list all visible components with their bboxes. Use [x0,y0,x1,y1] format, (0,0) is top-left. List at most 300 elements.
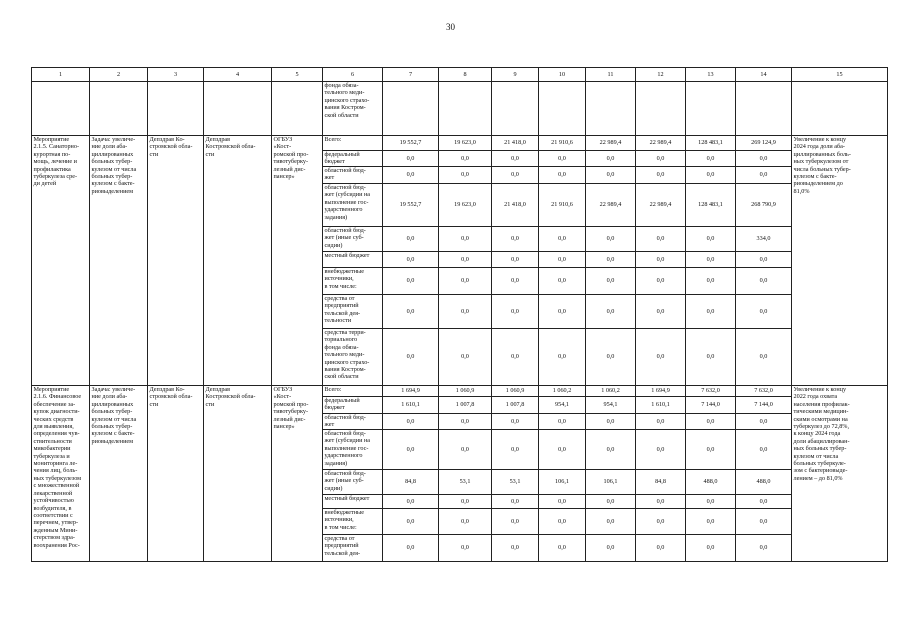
funding-source [323,397,383,414]
value-cell: 0,0 [383,430,439,470]
col-header: 3 [148,68,204,82]
executor-line: Депздрав Ко- [149,136,185,143]
participant-line: «Кост- [273,143,292,151]
empty-cell [32,82,90,136]
col-header: 11 [586,68,636,82]
value-cell: 0,0 [636,167,686,184]
continuation-row [32,82,888,136]
value-cell: 0,0 [686,414,736,430]
value-cell: 954,1 [539,397,586,414]
value-cell: 0,0 [586,495,636,509]
funding-source-line: цинского страхо- [324,358,370,366]
value-cell: 53,1 [439,470,492,495]
participant-line: «Кост- [273,393,292,401]
participant-line: тивотуберку- [273,408,309,416]
measure-name-line: туберкулеза сре- [33,173,78,181]
value-cell: 0,0 [636,495,686,509]
measure-name-line: микобактерии [33,445,71,453]
value-cell: 22 989,4 [586,136,636,151]
value-cell: 0,0 [492,509,539,535]
value-cell: 0,0 [736,495,792,509]
value-cell: 19 623,0 [439,184,492,227]
value-cell: 0,0 [439,430,492,470]
funding-source-line: средства от [324,295,355,302]
funding-source [323,495,383,509]
task-text-line: ние доли аба- [91,143,128,151]
value-cell: 0,0 [492,151,539,167]
measure-name-line: жденным Мини- [33,526,78,534]
value-cell: 0,0 [492,167,539,184]
expected-result-line: тическими медицин- [793,408,849,416]
funding-source-line: фонда обяза- [324,343,359,351]
value-cell: 0,0 [636,268,686,295]
value-cell: 0,0 [736,167,792,184]
value-cell: 0,0 [636,430,686,470]
funding-source [323,252,383,268]
col-header: 5 [272,68,323,82]
funding-source-line: тельской дея- [324,549,361,557]
value-cell: 22 989,4 [586,184,636,227]
task-text-line: риовыделением [91,187,134,195]
funding-source-line: вания Костром- [324,104,366,112]
measure-name-line: ди детей [33,180,57,188]
value-cell: 0,0 [383,509,439,535]
expected-result-line: скими осмотрами на [793,415,848,423]
funding-source-line: жет (субсидии на [324,437,371,445]
expected-result-line: населения профилак- [793,400,850,408]
value-cell: 0,0 [439,509,492,535]
value-cell: 21 418,0 [492,136,539,151]
executor [148,136,204,386]
value-cell: 128 483,1 [686,136,736,151]
value-cell: 0,0 [539,430,586,470]
value-cell: 1 060,2 [539,386,586,397]
value-cell: 0,0 [492,268,539,295]
task-text [90,386,148,562]
coexecutor-line: сти [205,400,215,408]
value-cell: 106,1 [586,470,636,495]
value-cell: 0,0 [383,329,439,386]
empty-cell [792,82,888,136]
funding-source [323,167,383,184]
value-cell: 0,0 [439,295,492,329]
page-number: 30 [446,22,455,32]
participant [272,136,323,386]
col-header: 12 [636,68,686,82]
value-cell: 0,0 [539,167,586,184]
expected-result-line: зом с бактериовыде- [793,467,848,475]
executor-line: стромской обла- [149,393,193,401]
expected-result-line: кулезом с бакте- [793,173,837,181]
executor-line: сти [149,150,159,158]
funding-source [323,227,383,252]
value-cell: 1 007,8 [492,397,539,414]
funding-source-line: задания) [324,213,348,221]
value-cell: 0,0 [439,227,492,252]
value-cell: 0,0 [383,167,439,184]
funding-source-line: выполнение гос- [324,444,369,452]
empty-cell [272,82,323,136]
value-cell: 954,1 [586,397,636,414]
value-cell: 1 060,9 [492,386,539,397]
value-cell: 0,0 [383,151,439,167]
funding-source-line: областной бюд- [324,414,366,421]
value-cell: 0,0 [383,268,439,295]
value-cell: 0,0 [439,329,492,386]
expected-result-line: 2022 года охвата [793,393,838,401]
funding-source-line: ударственного [324,206,363,214]
value-cell: 0,0 [736,414,792,430]
participant-line: ромской про- [273,150,309,158]
funding-source-line: средства терри- [324,329,366,336]
value-cell: 0,0 [586,509,636,535]
budget-table [31,67,888,562]
measure-name-line: туберкулеза и [33,452,70,460]
value-cell: 0,0 [492,535,539,562]
value-cell: 334,0 [736,227,792,252]
funding-source-line: источники, [324,275,354,283]
expected-result-line: доли абациллирован- [793,437,850,445]
measure-name-line: с множественной [33,482,80,490]
value-cell: 21 418,0 [492,184,539,227]
value-cell: 0,0 [736,535,792,562]
funding-source-line: жет [324,174,335,182]
funding-source-line: внебюджетные [324,509,364,516]
participant-line: пансер» [273,173,295,181]
funding-source-line: задания) [324,459,348,467]
measure-name-line: 2.1.5. Санаторно- [33,143,80,151]
funding-source-line: бюджет [324,404,345,412]
value-cell: 0,0 [686,151,736,167]
value-cell: 7 144,0 [736,397,792,414]
header-row [32,68,888,82]
funding-source [323,386,383,397]
funding-source-line: тельности [324,317,352,325]
value-cell: 0,0 [539,151,586,167]
funding-source-line: ударственного [324,452,363,460]
funding-source-line: местный бюджет [324,252,370,259]
funding-source-line: предприятий [324,542,359,550]
value-cell: 0,0 [686,252,736,268]
empty-cell [539,82,586,136]
coexecutor-line: Костромской обла- [205,143,256,151]
funding-source-line: областной бюд- [324,430,366,437]
participant-line: ромской про- [273,400,309,408]
task-text-line: кулезом с бакте- [91,180,135,188]
value-cell: 1 007,8 [439,397,492,414]
value-cell: 0,0 [539,509,586,535]
measure-name-line: курортная по- [33,150,71,158]
value-cell: 0,0 [686,295,736,329]
funding-source-line: жет (иные суб- [324,477,364,485]
funding-source [323,151,383,167]
value-cell: 0,0 [636,329,686,386]
funding-source-line: внебюджетные [324,268,364,275]
value-cell: 0,0 [686,329,736,386]
value-cell: 106,1 [539,470,586,495]
task-text-line: больных тубер- [91,408,133,416]
measure-name [32,136,90,386]
col-header: 4 [204,68,272,82]
funding-source-line: бюджет [324,158,345,166]
measure-name-line: Мероприятие [33,386,70,393]
value-cell: 0,0 [539,414,586,430]
value-cell: 0,0 [586,268,636,295]
value-cell: 0,0 [492,295,539,329]
task-text-line: циллированных [91,400,134,408]
funding-source-line: жет (иные суб- [324,234,364,242]
value-cell: 0,0 [586,151,636,167]
value-cell: 0,0 [736,151,792,167]
value-cell: 0,0 [736,268,792,295]
executor-line: сти [149,400,159,408]
col-header: 8 [439,68,492,82]
measure-name-line: 2.1.6. Финансовое [33,393,82,401]
funding-source-line: жет [324,421,335,429]
participant-line: лезный дис- [273,415,306,423]
col-header: 7 [383,68,439,82]
value-cell: 0,0 [539,495,586,509]
value-cell: 0,0 [636,252,686,268]
value-cell: 1 060,9 [439,386,492,397]
value-cell: 7 144,0 [686,397,736,414]
measure-name-line: Мероприятие [33,136,70,143]
value-cell: 1 610,1 [383,397,439,414]
value-cell: 0,0 [736,252,792,268]
funding-source-line: ториального [324,336,358,344]
coexecutor-line: Костромской обла- [205,393,256,401]
value-cell: 0,0 [586,295,636,329]
value-cell: 0,0 [736,329,792,386]
value-cell: 0,0 [686,509,736,535]
value-cell: 0,0 [539,227,586,252]
measure-name-line: воохранения Рос- [33,541,80,549]
value-cell: 0,0 [439,151,492,167]
task-text-line: ние доли аба- [91,393,128,401]
value-cell: 0,0 [539,329,586,386]
empty-cell [686,82,736,136]
value-cell: 0,0 [492,227,539,252]
value-cell: 0,0 [492,414,539,430]
value-cell: 268 790,9 [736,184,792,227]
value-cell: 0,0 [492,329,539,386]
value-cell: 0,0 [636,414,686,430]
measure-name-line: лекарственной [33,489,73,497]
task-text-line: кулезом от числа [91,165,137,173]
value-cell: 0,0 [736,430,792,470]
col-header: 15 [792,68,888,82]
measure-name [32,386,90,562]
funding-source [323,184,383,227]
funding-source-line: Всего: [324,136,342,143]
measure-name-line: определения чув- [33,430,80,438]
funding-source-line: ской области [324,111,359,119]
coexecutor-line: Депздрав [205,386,231,393]
measure-name-line: обеспечение за- [33,400,76,408]
value-cell: 84,8 [636,470,686,495]
value-cell: 7 632,0 [686,386,736,397]
value-cell: 0,0 [636,535,686,562]
value-cell: 0,0 [586,414,636,430]
value-cell: 0,0 [686,495,736,509]
funding-source-line: выполнение гос- [324,198,369,206]
value-cell: 488,0 [736,470,792,495]
value-cell: 0,0 [736,295,792,329]
empty-cell [90,82,148,136]
value-cell: 0,0 [439,535,492,562]
value-cell: 0,0 [439,495,492,509]
value-cell: 0,0 [736,509,792,535]
task-text [90,136,148,386]
funding-source-line: федеральный [324,151,360,158]
funding-source-line: средства от [324,535,355,542]
coexecutor [204,136,272,386]
value-cell: 0,0 [586,535,636,562]
value-cell: 0,0 [383,227,439,252]
value-cell: 1 610,1 [636,397,686,414]
task-text-line: кулезом с бакте- [91,430,135,438]
expected-result-line: риовыделением до [793,180,843,188]
empty-cell [383,82,439,136]
funding-source [323,82,383,136]
value-cell: 19 552,7 [383,184,439,227]
funding-source-line: областной бюд- [324,470,366,477]
value-cell: 0,0 [586,167,636,184]
executor-line: стромской обла- [149,143,193,151]
value-cell: 0,0 [383,535,439,562]
executor [148,386,204,562]
measure-name-line: стерством здра- [33,534,75,542]
value-cell: 0,0 [586,227,636,252]
value-cell: 269 124,9 [736,136,792,151]
task-text-line: больных тубер- [91,423,133,431]
value-cell: 1 060,2 [586,386,636,397]
coexecutor-line: сти [205,150,215,158]
expected-result-line: больных туберкуле- [793,460,846,468]
expected-result-line: к концу 2024 года [793,430,841,438]
value-cell: 0,0 [636,227,686,252]
funding-source-line: фонда обяза- [324,82,359,89]
funding-source [323,268,383,295]
expected-result [792,136,888,386]
value-cell: 0,0 [586,252,636,268]
measure-name-line: перечнем, утвер- [33,519,79,527]
expected-result [792,386,888,562]
funding-source-line: тельного меди- [324,89,365,97]
funding-source-line: тельного меди- [324,351,365,359]
value-cell: 53,1 [492,470,539,495]
measure-name-line: чения лиц, боль- [33,467,78,475]
empty-cell [148,82,204,136]
table-row [32,136,888,151]
value-cell: 0,0 [686,430,736,470]
funding-source-line: областной бюд- [324,227,366,234]
empty-cell [586,82,636,136]
funding-source-line: областной бюд- [324,184,366,191]
funding-source-line: тельской дея- [324,309,361,317]
value-cell: 0,0 [492,430,539,470]
value-cell: 0,0 [439,414,492,430]
expected-result-line: кулезом от числа [793,452,839,460]
value-cell: 0,0 [439,252,492,268]
funding-source-line: в том числе: [324,282,357,290]
measure-name-line: мощь, лечение и [33,158,77,166]
funding-source-line: в том числе: [324,523,357,531]
funding-source-line: Всего: [324,386,342,393]
task-text-line: Задача: увеличе- [91,136,136,143]
measure-name-line: соответствии с [33,511,73,519]
value-cell: 84,8 [383,470,439,495]
funding-source-line: ской области [324,373,359,381]
funding-source [323,295,383,329]
funding-source-line: цинского страхо- [324,96,370,104]
funding-source [323,535,383,562]
value-cell: 0,0 [383,495,439,509]
funding-source-line: жет (субсидии на [324,191,371,199]
measure-name-line: мониторинга ле- [33,460,78,468]
col-header: 2 [90,68,148,82]
value-cell: 0,0 [492,252,539,268]
measure-name-line: профилактика [33,165,71,173]
value-cell: 19 552,7 [383,136,439,151]
value-cell: 21 910,6 [539,136,586,151]
value-cell: 0,0 [539,535,586,562]
expected-result-line: туберкулез до 72,8%, [793,423,849,431]
expected-result-line: 81,0% [793,187,810,195]
measure-name-line: возбудителя, в [33,504,72,512]
funding-source-line: местный бюджет [324,495,370,502]
participant-line: ОГБУЗ [273,386,293,393]
funding-source-line: источники, [324,516,354,524]
measure-name-line: ных туберкулезом [33,474,82,482]
funding-source-line: областной бюд- [324,167,366,174]
expected-result-line: циллированных боль- [793,150,851,158]
funding-source [323,136,383,151]
participant-line: лезный дис- [273,165,306,173]
value-cell: 1 694,9 [636,386,686,397]
measure-name-line: ствительности [33,437,72,445]
value-cell: 0,0 [686,227,736,252]
empty-cell [736,82,792,136]
funding-source [323,430,383,470]
col-header: 10 [539,68,586,82]
participant-line: ОГБУЗ [273,136,293,143]
value-cell: 0,0 [636,509,686,535]
value-cell: 0,0 [383,252,439,268]
value-cell: 0,0 [686,167,736,184]
expected-result-line: ных больных тубер- [793,445,847,453]
value-cell: 0,0 [439,167,492,184]
funding-source-line: вания Костром- [324,366,366,374]
col-header: 13 [686,68,736,82]
funding-source [323,509,383,535]
value-cell: 0,0 [439,268,492,295]
participant-line: тивотуберку- [273,158,309,166]
value-cell: 22 989,4 [636,184,686,227]
funding-source [323,470,383,495]
value-cell: 0,0 [383,414,439,430]
measure-name-line: устойчивостью [33,497,74,505]
value-cell: 0,0 [636,151,686,167]
funding-source-line: сидии) [324,241,343,249]
value-cell: 21 910,6 [539,184,586,227]
value-cell: 22 989,4 [636,136,686,151]
task-text-line: Задача: увеличе- [91,386,136,393]
value-cell: 0,0 [539,252,586,268]
value-cell: 0,0 [686,535,736,562]
col-header: 1 [32,68,90,82]
value-cell: 0,0 [492,495,539,509]
